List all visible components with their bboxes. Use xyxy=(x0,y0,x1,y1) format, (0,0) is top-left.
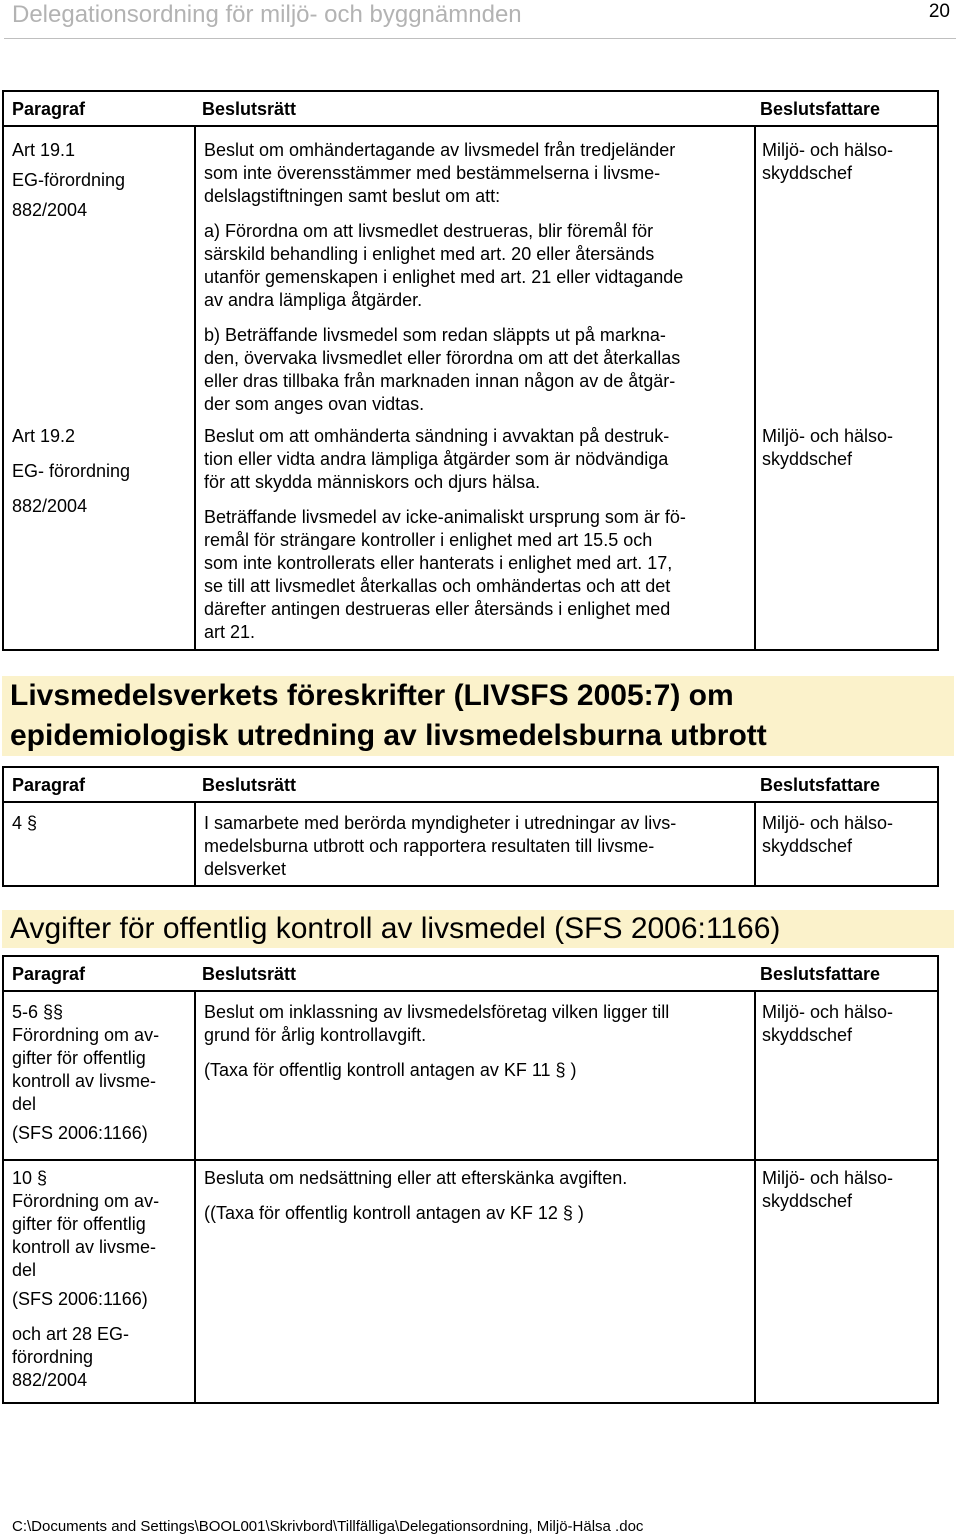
column-divider xyxy=(754,803,756,885)
cell-beslutsfattare: Miljö- och hälso- skyddschef xyxy=(762,140,894,183)
cell-paragraf: 4 § xyxy=(12,813,38,833)
column-divider xyxy=(194,803,196,885)
section-heading xyxy=(2,910,954,948)
cell-beslutsfattare: Miljö- och hälso- skyddschef xyxy=(762,426,894,469)
row-divider xyxy=(4,1159,937,1161)
cell-beslutsfattare: Miljö- och hälso- skyddschef xyxy=(762,813,894,856)
cell-paragraf: Art 19.1 EG-förordning 882/2004 xyxy=(12,140,126,220)
delegation-table-1 xyxy=(2,90,939,651)
header-rule xyxy=(4,38,956,39)
cell-beslut: I samarbete med berörda myndigheter i utredningar av livs- medelsburna utbrott och rapportera resultaten till livsme- delsverket xyxy=(204,813,677,879)
delegation-table-3 xyxy=(2,955,939,1404)
cell-beslut: Besluta om nedsättning eller att efterskänka avgiften. ((Taxa för offentlig kontroll antagen av KF 12 § ) xyxy=(204,1168,628,1223)
cell-beslut: Beslut om att omhänderta sändning i avvaktan på destruk- tion eller vidta andra lämpliga åtgärder som är nödvändiga för att skydda människors och djurs hälsa. Beträffande livsmedel av icke-animaliskt ursprung som är fö- remål för strängare kontroller i enlighet med art 15.5 och som inte kontrollerats eller hanterats i enlighet med art. 17, se till att livsmedlet återkallas och omhändertas och att det därefter antingen destrueras eller återsänds i enlighet med art 21. xyxy=(204,426,686,642)
cell-paragraf: Art 19.2 EG- förordning 882/2004 xyxy=(12,426,131,516)
column-divider xyxy=(194,992,196,1402)
cell-beslutsfattare: Miljö- och hälso- skyddschef xyxy=(762,1002,894,1045)
document-title: Delegationsordning för miljö- och byggnämnden xyxy=(12,1,522,28)
section-heading-line: epidemiologisk utredning av livsmedelsburna utbrott xyxy=(10,719,767,752)
page-header xyxy=(0,0,960,34)
table-header xyxy=(4,92,937,127)
cell-beslut: Beslut om omhändertagande av livsmedel från tredjeländer som inte överensstämmer med bestämmelserna i livsme- delslagstiftningen samt beslut om att: a) Förordna om att livsmedlet destrueras, blir föremål för särskild behandling i enlighet med art. 20 eller återsänds utanför gemenskapen i enlighet med art. 21 eller vidtagande av andra lämpliga åtgärder. b) Beträffande livsmedel som redan släppts ut på markna- den, övervaka livsmedlet eller förordna om att det återkallas eller dras tillbaka från marknaden innan någon av de åtgär- der som anges ovan vidtas. xyxy=(204,140,684,414)
cell-beslut: Beslut om inklassning av livsmedelsföretag vilken ligger till grund för årlig kontrollavgift. (Taxa för offentlig kontroll antagen av KF 11 § ) xyxy=(204,1002,670,1080)
section-heading-line: Livsmedelsverkets föreskrifter (LIVSFS 2005:7) om xyxy=(10,679,734,712)
header-beslutsratt: Beslutsrätt xyxy=(202,99,297,119)
cell-beslutsfattare: Miljö- och hälso- skyddschef xyxy=(762,1168,894,1211)
column-divider xyxy=(754,127,756,649)
column-divider xyxy=(194,127,196,649)
table-header xyxy=(4,768,937,803)
header-paragraf: Paragraf xyxy=(12,775,86,795)
footer-file-path: C:\Documents and Settings\BOOL001\Skrivbord\Tillfälliga\Delegationsordning, Miljö-Hälsa .doc xyxy=(12,1518,644,1535)
header-paragraf: Paragraf xyxy=(12,964,86,984)
header-beslutsfattare: Beslutsfattare xyxy=(760,99,881,119)
header-beslutsratt: Beslutsrätt xyxy=(202,964,297,984)
cell-paragraf: 5-6 §§ Förordning om av- gifter för offentlig kontroll av livsme- del (SFS 2006:1166) xyxy=(12,1002,160,1143)
page-number: 20 xyxy=(928,1,950,22)
section-heading-line: Avgifter för offentlig kontroll av livsmedel (SFS 2006:1166) xyxy=(10,912,781,945)
column-divider xyxy=(754,992,756,1402)
section-heading xyxy=(2,676,954,756)
cell-paragraf: 10 § Förordning om av- gifter för offentlig kontroll av livsme- del (SFS 2006:1166) och art 28 EG- förordning 882/2004 xyxy=(12,1168,160,1390)
header-beslutsratt: Beslutsrätt xyxy=(202,775,297,795)
header-paragraf: Paragraf xyxy=(12,99,86,119)
table-header xyxy=(4,957,937,992)
header-beslutsfattare: Beslutsfattare xyxy=(760,775,881,795)
delegation-table-2 xyxy=(2,766,939,887)
header-beslutsfattare: Beslutsfattare xyxy=(760,964,881,984)
